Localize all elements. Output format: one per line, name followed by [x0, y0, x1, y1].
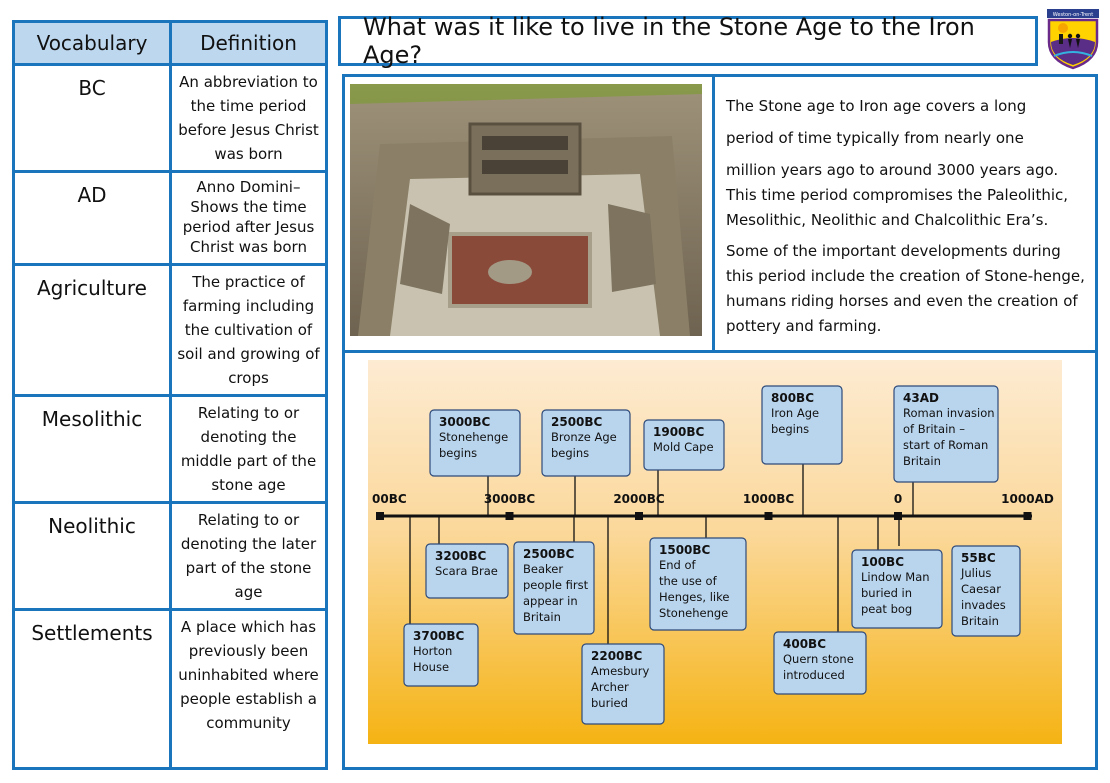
vocab-row: [15, 610, 325, 768]
event-text: invades: [961, 598, 1006, 612]
timeline-tick: [1024, 512, 1032, 520]
event-text: Britain: [903, 454, 941, 468]
event-text: Britain: [961, 614, 999, 628]
event-text: Quern stone: [783, 652, 854, 666]
timeline-tick-label: 00BC: [372, 492, 407, 506]
event-text: Archer: [591, 680, 629, 694]
event-date: 2500BC: [551, 415, 603, 429]
event-text: End of: [659, 558, 696, 572]
info-divider: [712, 76, 715, 352]
event-text: begins: [551, 446, 590, 460]
timeline-event: [426, 544, 508, 598]
event-date: 3700BC: [413, 629, 465, 643]
event-text: introduced: [783, 668, 845, 682]
event-text: Amesbury: [591, 664, 650, 678]
page-title: What was it like to live in the Stone Age to the Iron Age?: [338, 16, 1038, 66]
vocab-term: AD: [15, 172, 171, 265]
vocab-definition: An abbreviation to the time period before Jesus Christ was born: [171, 65, 326, 172]
event-text: appear in: [523, 594, 578, 608]
timeline-tick-label: 1000AD: [1001, 492, 1054, 506]
timeline-event: [852, 550, 942, 628]
vocab-term: Mesolithic: [15, 396, 171, 503]
event-text: Henges, like: [659, 590, 730, 604]
vocab-definition: Relating to or denoting the later part of the stone age: [171, 503, 326, 610]
vocab-term: Agriculture: [15, 265, 171, 396]
event-text: people first: [523, 578, 589, 592]
event-text: House: [413, 660, 450, 674]
event-date: 400BC: [783, 637, 827, 651]
info-paragraph: Some of the important developments during this period include the creation of Stone-henge, humans riding horses and even the creation of pottery and farming.: [726, 242, 1085, 335]
event-text: Iron Age: [771, 406, 820, 420]
event-text: Caesar: [961, 582, 1001, 596]
event-text: buried in: [861, 586, 913, 600]
event-text: Julius: [961, 566, 992, 580]
event-text: begins: [771, 422, 810, 436]
event-date: 1500BC: [659, 543, 711, 557]
event-date: 3200BC: [435, 549, 487, 563]
event-text: begins: [439, 446, 478, 460]
vocab-row: [15, 265, 325, 396]
vocab-definition: Relating to or denoting the middle part of the stone age: [171, 396, 326, 503]
event-text: Roman invasion: [903, 406, 995, 420]
vocab-row: [15, 503, 325, 610]
timeline-event: [774, 632, 866, 694]
info-text: [726, 90, 1088, 345]
event-date: 100BC: [861, 555, 905, 569]
vocab-term: BC: [15, 65, 171, 172]
timeline-tick-label: 1000BC: [742, 492, 795, 506]
event-date: 1900BC: [653, 425, 705, 439]
event-text: buried: [591, 696, 628, 710]
timeline-tick: [506, 512, 514, 520]
event-text: Stonehenge: [439, 430, 509, 444]
crest-sun-icon: [1058, 23, 1068, 33]
info-line: period of time typically from nearly one: [726, 129, 1024, 147]
event-text: Stonehenge: [659, 606, 729, 620]
event-text: peat bog: [861, 602, 913, 616]
timeline-tick: [376, 512, 384, 520]
crest-person-icon: [1076, 34, 1080, 38]
event-date: 800BC: [771, 391, 815, 405]
event-date: 43AD: [903, 391, 939, 405]
event-date: 55BC: [961, 551, 996, 565]
event-text: Britain: [523, 610, 561, 624]
vocab-definition: Anno Domini– Shows the time period after Jesus Christ was born: [171, 172, 326, 265]
vocabulary-table: [12, 20, 328, 770]
timeline-event: [894, 386, 998, 482]
timeline-event: [514, 542, 594, 634]
stone-age-dwelling-photo: [350, 84, 702, 336]
event-text: Beaker: [523, 562, 564, 576]
crest-tree-icon: [1059, 34, 1063, 44]
event-text: Lindow Man: [861, 570, 930, 584]
school-crest-logo: [1046, 8, 1100, 70]
event-text: of Britain –: [903, 422, 965, 436]
definition-header: Definition: [171, 23, 326, 65]
vocab-term: Neolithic: [15, 503, 171, 610]
vocab-row: [15, 396, 325, 503]
event-text: Scara Brae: [435, 564, 498, 578]
event-date: 2500BC: [523, 547, 575, 561]
vocab-definition: The practice of farming including the cultivation of soil and growing of crops: [171, 265, 326, 396]
vocab-row: [15, 172, 325, 265]
timeline-tick: [765, 512, 773, 520]
event-text: start of Roman: [903, 438, 989, 452]
crest-banner-text: Weston-on-Trent: [1052, 12, 1094, 18]
vocab-row: [15, 65, 325, 172]
timeline-event: [644, 420, 724, 470]
vocabulary-header-row: [15, 23, 325, 65]
event-date: 2200BC: [591, 649, 643, 663]
timeline-tick: [635, 512, 643, 520]
event-text: Horton: [413, 644, 453, 658]
info-line: The Stone age to Iron age covers a long: [726, 97, 1027, 115]
stone-age-timeline: [368, 360, 1062, 744]
vocab-definition: A place which has previously been uninhabited where people establish a community: [171, 610, 326, 768]
timeline-tick-label: 0: [893, 492, 903, 506]
vocabulary-header: Vocabulary: [15, 23, 171, 65]
timeline-event: [952, 546, 1020, 636]
event-date: 3000BC: [439, 415, 491, 429]
timeline-event: [542, 410, 630, 476]
timeline-tick-label: 2000BC: [613, 492, 665, 506]
timeline-event: [582, 644, 664, 724]
info-paragraph: million years ago to around 3000 years ago. This time period compromises the Paleolithic, Mesolithic, Neolithic and Chalcolithic Era’s.: [726, 161, 1069, 229]
timeline-event: [650, 538, 746, 630]
event-text: Mold Cape: [653, 440, 714, 454]
event-text: the use of: [659, 574, 717, 588]
event-text: Bronze Age: [551, 430, 617, 444]
timeline-tick: [894, 512, 902, 520]
crest-person-icon: [1068, 34, 1072, 38]
vocab-term: Settlements: [15, 610, 171, 768]
timeline-event: [430, 410, 520, 476]
timeline-tick-label: 3000BC: [483, 492, 536, 506]
timeline-event: [762, 386, 842, 464]
timeline-event: [404, 624, 478, 686]
